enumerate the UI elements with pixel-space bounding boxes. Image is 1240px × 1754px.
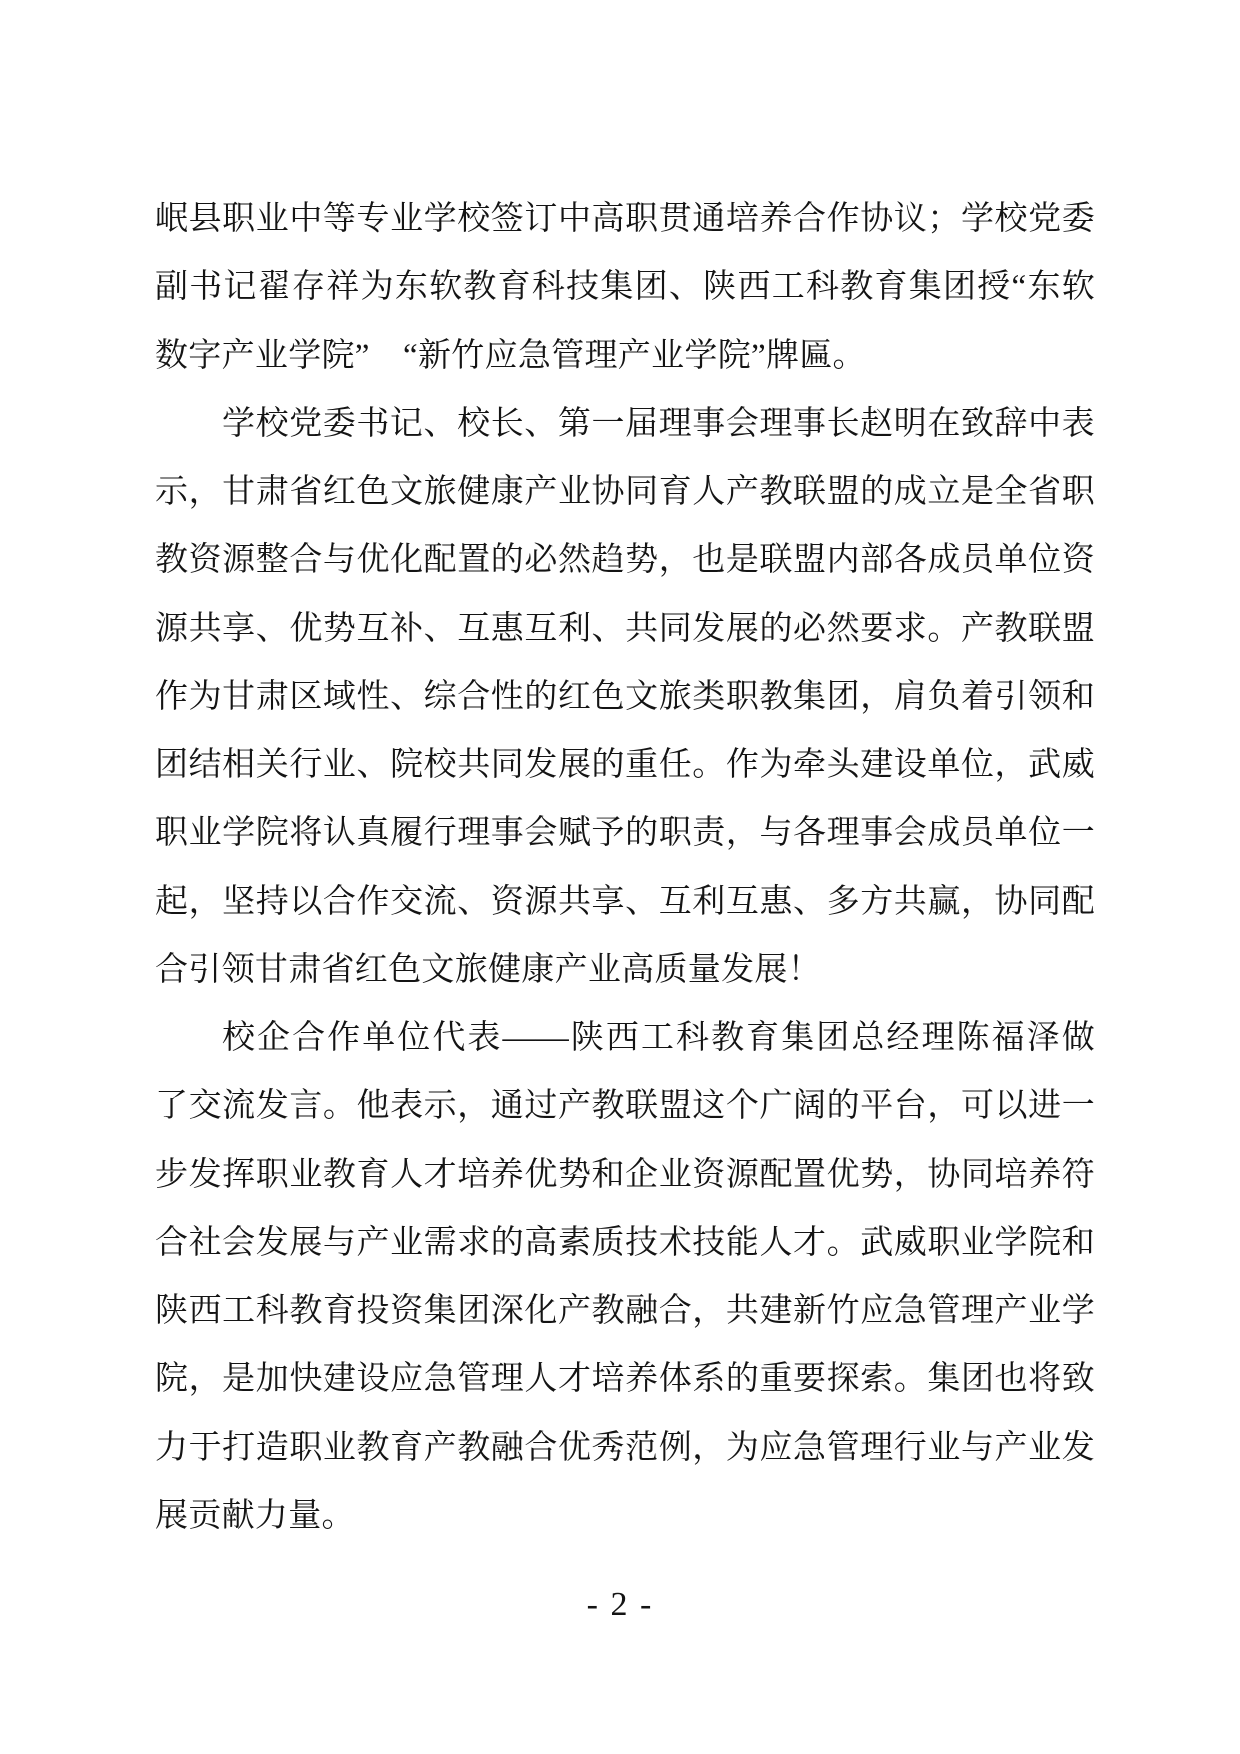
text-line: 数字产业学院” “新竹应急管理产业学院”牌匾。	[155, 337, 866, 374]
text-line: 院，是加快建设应急管理人才培养体系的重要探索。集团也将致	[155, 1361, 1095, 1398]
text-line: 合社会发展与产业需求的高素质技术技能人才。武威职业学院和	[155, 1224, 1095, 1261]
text-line: 展贡献力量。	[155, 1497, 355, 1534]
text-line: 校企合作单位代表——陕西工科教育集团总经理陈福泽做	[222, 1020, 1095, 1056]
document-body	[155, 185, 1095, 1550]
text-line: 副书记翟存祥为东软教育科技集团、陕西工科教育集团授“东软	[155, 269, 1095, 306]
page-number: - 2 -	[586, 1586, 654, 1623]
text-line: 学校党委书记、校长、第一届理事会理事长赵明在致辞中表	[222, 405, 1095, 442]
text-line: 了交流发言。他表示，通过产教联盟这个广阔的平台，可以进一	[155, 1088, 1095, 1125]
text-line: 职业学院将认真履行理事会赋予的职责，与各理事会成员单位一	[155, 815, 1095, 852]
text-line: 合引领甘肃省红色文旅健康产业高质量发展！	[155, 951, 821, 988]
text-line: 作为甘肃区域性、综合性的红色文旅类职教集团，肩负着引领和	[155, 678, 1095, 715]
text-line: 起，坚持以合作交流、资源共享、互利互惠、多方共赢，协同配	[155, 883, 1095, 920]
text-line: 步发挥职业教育人才培养优势和企业资源配置优势，协同培养符	[155, 1156, 1095, 1193]
text-line: 源共享、优势互补、互惠互利、共同发展的必然要求。产教联盟	[155, 610, 1095, 647]
text-line: 陕西工科教育投资集团深化产教融合，共建新竹应急管理产业学	[155, 1293, 1095, 1329]
text-line: 团结相关行业、院校共同发展的重任。作为牵头建设单位，武威	[155, 747, 1095, 783]
text-line: 教资源整合与优化配置的必然趋势，也是联盟内部各成员单位资	[155, 542, 1095, 579]
text-line: 力于打造职业教育产教融合优秀范例，为应急管理行业与产业发	[155, 1429, 1095, 1466]
text-line: 示，甘肃省红色文旅健康产业协同育人产教联盟的成立是全省职	[155, 474, 1095, 510]
text-line: 岷县职业中等专业学校签订中高职贯通培养合作协议；学校党委	[155, 201, 1095, 237]
